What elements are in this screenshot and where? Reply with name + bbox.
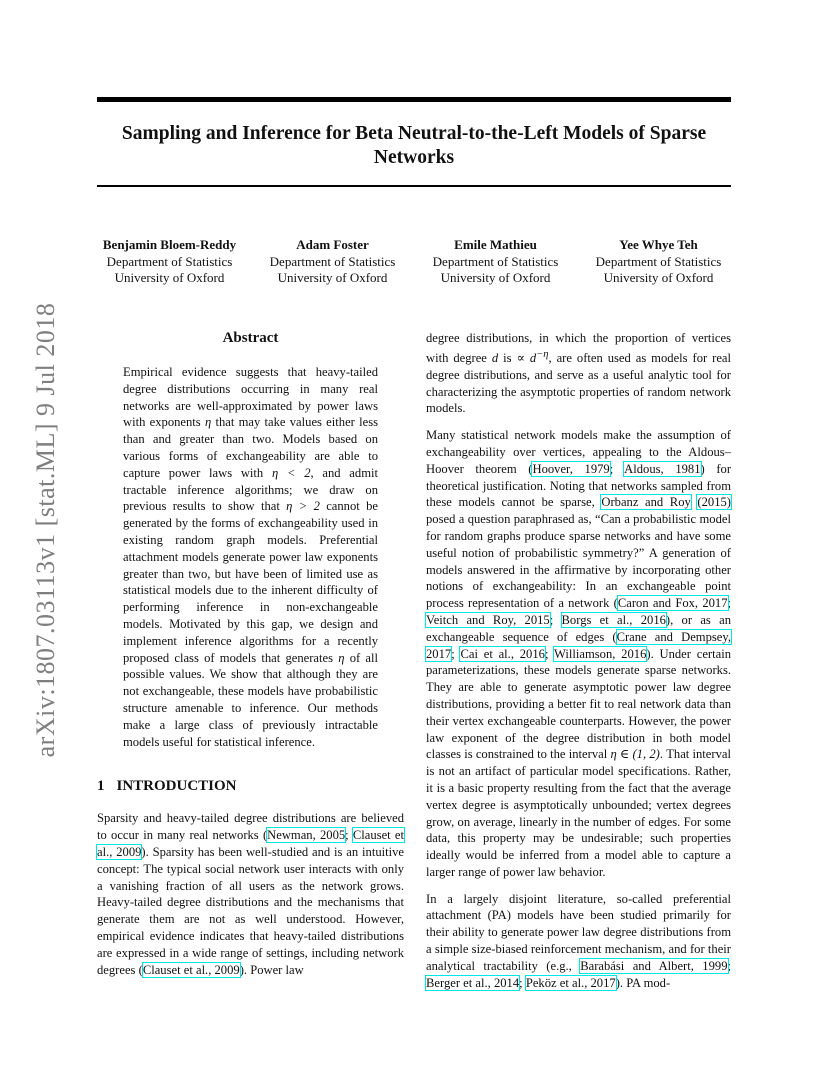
body-text: , are often used as models for real degree distributions, and serve as a useful analytic tool for characterizing the asymptotic properties of random network models.	[426, 350, 732, 416]
body-text: posed a question paraphrased as, “Can a probabilistic model for random graphs produce sparse networks and have some useful notion of probabilistic symmetry?” A generation of models answered in the affirmative by incorporating other notions of exchangeability: In an exchangeable point process representation of a network (	[426, 512, 731, 611]
author-block	[577, 237, 740, 287]
citation-link[interactable]: Newman, 2005	[267, 828, 346, 843]
title-rule-top	[97, 97, 731, 102]
body-text: degree distributions, in which the proportion of vertices with degree	[426, 331, 731, 365]
right-column	[426, 330, 731, 1001]
section-title: INTRODUCTION	[116, 778, 237, 795]
citation-link[interactable]: (2015)	[697, 495, 731, 510]
arxiv-side-stamp: arXiv:1807.03113v1 [stat.ML] 9 Jul 2018	[31, 302, 60, 758]
body-text: ). Sparsity has been well-studied and is an intuitive concept: The typical social network user interacts with only a vanishing fraction of all users as the network grows. Heavy-tailed degree distributions and the mechanisms that generate them are not as well understood. However, empirical evidence indicates that heavy-tailed distributions are expressed in a wide range of settings, including network degrees (	[97, 844, 404, 977]
body-text: ;	[544, 646, 554, 661]
math-interval: η ∈ (1, 2)	[610, 747, 660, 762]
paper-title-line-1: Sampling and Inference for Beta Neutral-to-the-Left Models of Sparse	[121, 123, 707, 144]
body-paragraph	[426, 330, 731, 417]
author-department: Department of Statistics	[106, 253, 233, 269]
math-inequality: η > 2	[286, 499, 320, 514]
body-paragraph	[426, 891, 731, 992]
citation-link[interactable]: Cai et al., 2016	[460, 646, 545, 661]
body-text: ) for theoretical justification. Noting that networks sampled from these models cannot be sparse,	[426, 461, 732, 510]
abstract-text: , and admit tractable inference algorithms; we draw on previous results to show that	[123, 465, 378, 514]
body-text: is	[498, 350, 517, 365]
body-text: ), or as an exchangeable sequence of edges (	[426, 612, 731, 644]
author-university: University of Oxford	[440, 270, 551, 285]
body-text: In a largely disjoint literature, so-called preferential attachment (PA) models have been studied primarily for their ability to generate power law degree distributions from a simple size-biased reinforcement mechanism, and for their analytical tractability (e.g.,	[426, 891, 731, 973]
abstract-text: cannot be generated by the forms of exchangeability used in existing random graph models. Preferential attachment models generate power law exponents greater than two, but have been of limited use as statistical models due to the inherent difficulty of performing inference in non-exchangeable models. Motivated by this gap, we design and implement inference algorithms for a recently proposed class of models that generates	[123, 499, 378, 665]
body-text: ). PA mod-	[615, 975, 671, 990]
citation-link[interactable]: Clauset et al., 2009	[97, 828, 404, 859]
author-department: Department of Statistics	[432, 253, 559, 269]
author-name: Adam Foster	[296, 237, 369, 252]
author-block	[414, 237, 577, 287]
section-number: 1	[97, 778, 105, 795]
author-university: University of Oxford	[603, 270, 714, 285]
body-text: ). Power law	[239, 962, 304, 977]
body-text: ;	[451, 646, 461, 661]
title-rule-bottom	[97, 185, 731, 187]
abstract-text: that may take values either less than and greater than two. Models based on various forms of exchangeability are able to capture power laws with	[123, 415, 378, 480]
body-text: Sparsity and heavy-tailed degree distributions are believed to occur in many real networks (	[97, 811, 404, 843]
body-paragraph	[426, 427, 731, 881]
intro-paragraph	[97, 810, 404, 978]
body-text: Many statistical network models make the assumption of exchangeability over vertices, appealing to the Aldous–Hoover theorem (	[426, 428, 731, 476]
body-text: ;	[609, 461, 625, 476]
author-block	[88, 237, 251, 287]
author-university: University of Oxford	[114, 270, 225, 285]
author-name: Emile Mathieu	[454, 237, 537, 252]
citation-link[interactable]: Aldous, 1981	[624, 461, 701, 476]
math-inequality: η < 2	[271, 465, 311, 480]
citation-link[interactable]: Borgs et al., 2016	[561, 612, 666, 627]
math-eta: η	[204, 415, 212, 430]
math-variable: d	[491, 350, 499, 365]
body-text: ;	[727, 958, 731, 973]
paper-title-line-2: Networks	[373, 147, 455, 168]
author-name: Benjamin Bloem-Reddy	[102, 237, 237, 252]
math-eta: η	[338, 650, 345, 665]
citation-link[interactable]: Berger et al., 2014	[426, 975, 520, 990]
body-text: ;	[519, 975, 526, 990]
abstract-body	[123, 364, 378, 750]
abstract-heading: Abstract	[222, 330, 279, 346]
author-department: Department of Statistics	[595, 253, 722, 269]
body-text: ). Under certain parameterizations, these models generate sparse networks. They are able to generate asymptotic power law degree distributions, providing a better fit to real network data than their vertex exchangeable counterparts. However, the power law exponent of the degree distribution in both model classes is constrained to the interval	[426, 646, 731, 762]
citation-link[interactable]: Crane and Dempsey, 2017	[426, 629, 731, 661]
body-text: ;	[549, 612, 562, 627]
author-block	[251, 237, 414, 287]
paper-title	[97, 122, 731, 170]
math-proportional: ∝ d	[516, 350, 537, 365]
citation-link[interactable]: Williamson, 2016	[554, 646, 647, 661]
body-text: ;	[727, 596, 732, 611]
body-text: . That interval is not an artifact of particular model specifications. Rather, it is a basic property resulting from the fact that the average vertex degree is asymptotically unbounded; vertex degrees grow, on average, linearly in the number of edges. For some data, this property may be undesirable; such properties ideally would be inferred from a model able to capture a larger range of power law behavior.	[426, 747, 731, 879]
section-heading-introduction	[97, 778, 404, 794]
left-column	[97, 330, 404, 988]
body-text: ;	[345, 828, 353, 843]
citation-link[interactable]: Hoover, 1979	[532, 461, 610, 476]
math-exponent: −η	[536, 348, 549, 360]
abstract-text: of all possible values. We show that although they are not exchangeable, these models have probabilistic structure amenable to inference. Our methods make a large class of previously intractable models useful for statistical inference.	[123, 650, 378, 749]
citation-link[interactable]: Peköz et al., 2017	[525, 975, 616, 990]
citation-link[interactable]: Barabási and Albert, 1999	[580, 958, 728, 973]
citation-link[interactable]: Veitch and Roy, 2015	[426, 612, 550, 627]
abstract-text: Empirical evidence suggests that heavy-tailed degree distributions occurring in many real networks are well-approximated by power laws with exponents	[123, 365, 378, 430]
citation-link[interactable]: Caron and Fox, 2017	[617, 596, 728, 611]
author-list	[88, 237, 740, 287]
author-department: Department of Statistics	[269, 253, 396, 269]
citation-link[interactable]: Clauset et al., 2009	[142, 962, 240, 977]
author-university: University of Oxford	[277, 270, 388, 285]
author-name: Yee Whye Teh	[619, 237, 698, 252]
citation-link[interactable]: Orbanz and Roy	[601, 495, 691, 510]
